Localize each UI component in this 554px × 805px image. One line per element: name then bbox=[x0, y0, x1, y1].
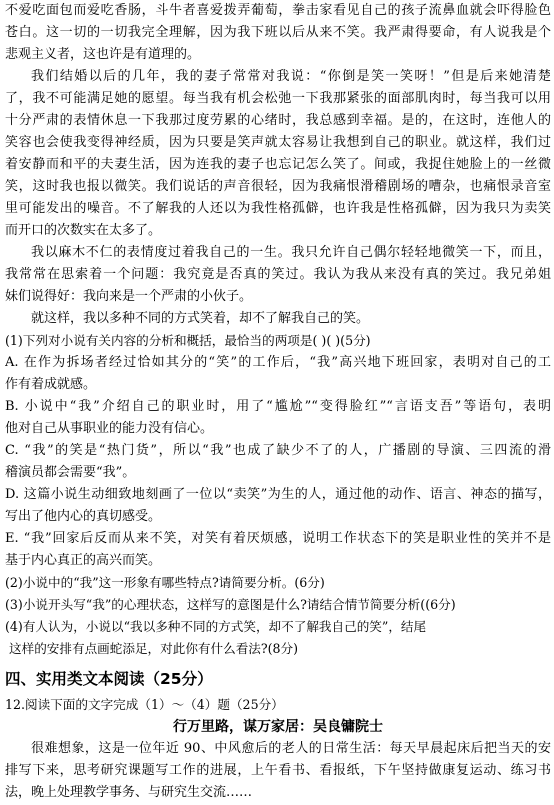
option-line: 稽演员都会需要“我”。 bbox=[5, 465, 136, 480]
article-title: 行万里路，谋万家居：吴良镛院士 bbox=[173, 719, 383, 735]
option-line: B. 小说中“我”介绍自己的职业时，用了“尴尬”“变得脸红”“言语支吾”等语句，表明 bbox=[5, 399, 551, 414]
option-line: D. 这篇小说生动细致地刻画了一位以“卖笑”为生的人，通过他的动作、语言、神态的描写， bbox=[5, 487, 551, 502]
option-line: E. “我”回家后反而从来不笑，对笑有着厌烦感，说明工作状态下的笑是职业性的笑并不是 bbox=[5, 531, 551, 546]
story-line: 悲观主义者，这也许是有道理的。 bbox=[5, 47, 201, 62]
story-line: 十分严肃的表情休息一下我那过度劳累的心绪时，我总感到幸福。是的，在这时，连他人的 bbox=[5, 113, 551, 128]
article-line: 法，晚上处理教学事务、与研究生交流…… bbox=[5, 785, 253, 800]
option-line: 写出了他内心的真切感受。 bbox=[5, 509, 162, 524]
story-line: 里可能发出的噪音。不了解我的人还以为我性格孤僻，也许我是性格孤僻，因为我只为卖笑 bbox=[5, 201, 551, 216]
story-line: 笑，这时我也报以微笑。我们说话的声音很轻，因为我痛恨滑稽剧场的嘈杂，也痛恨录音室 bbox=[5, 179, 551, 194]
option-line: 他对自己从事职业的能力没有信心。 bbox=[5, 421, 214, 436]
option-line: 作有着成就感。 bbox=[5, 377, 97, 392]
question-1-stem: (1)下列对小说有关内容的分析和概括，最恰当的两项是( )( )(5分) bbox=[5, 333, 371, 348]
story-line: 我以麻木不仁的表情度过着我自己的一生。我只允许自己偶尔轻轻地微笑一下，而且， bbox=[31, 245, 551, 260]
story-line: 我常常在思索着一个问题：我究竟是否真的笑过。我认为我从来没有真的笑过。我兄弟姐 bbox=[5, 267, 551, 282]
story-line: 笑容也会使我变得神经质，因为只要是笑声就太容易让我想到自己的职业。就这样，我们过 bbox=[5, 135, 551, 150]
question-2: (2)小说中的“我”这一形象有哪些特点?请简要分析。(6分) bbox=[5, 575, 325, 590]
story-line: 而开口的次数实在太多了。 bbox=[5, 223, 162, 238]
question-4-continued: 这样的安排有点画蛇添足，对此你有什么看法?(8分) bbox=[9, 641, 299, 656]
article-line: 排写下来，思考研究课题写工作的进展，上午看书、看报纸，下午坚持做康复运动、练习书 bbox=[5, 763, 551, 778]
story-line: 了，我不可能满足她的愿望。每当我有机会松弛一下我那紧张的面部肌肉时，每当我可以用 bbox=[5, 91, 551, 106]
story-line: 不爱吃面包而爱吃香肠，斗牛者喜爱拨弄葡萄，拳击家看见自己的孩子流鼻血就会吓得脸色 bbox=[5, 3, 551, 18]
story-line: 我们结婚以后的几年，我的妻子常常对我说：“你倒是笑一笑呀！”但是后来她清楚 bbox=[31, 69, 551, 84]
story-line: 苍白。这一切的一切我完全理解，因为我下班以后从来不笑。我严肃得要命，有人说我是个 bbox=[5, 25, 551, 40]
question-3: (3)小说开头写“我”的心理状态，这样写的意图是什么?请结合情节简要分析((6分) bbox=[5, 597, 456, 612]
story-line: 妹们说得好：我向来是一个严肃的小伙子。 bbox=[5, 289, 253, 304]
option-line: 基于内心真正的高兴而笑。 bbox=[5, 553, 162, 568]
story-line: 着安静而和平的夫妻生活，因为连我的妻子也忘记怎么笑了。间或，我捉住她脸上的一丝微 bbox=[5, 157, 551, 172]
option-line: A. 在作为拆场者经过恰如其分的“笑”的工作后，“我”高兴地下班回家，表明对自己的工 bbox=[5, 355, 551, 370]
question-12-stem: 12.阅读下面的文字完成（1）～（4）题（25分） bbox=[5, 697, 284, 712]
article-line: 很难想象，这是一位年近 90、中风愈后的老人的日常生活：每天早晨起床后把当天的安 bbox=[31, 741, 551, 756]
question-4: (4)有人认为，小说以“我以多种不同的方式笑，却不了解我自己的笑”，结尾 bbox=[5, 619, 427, 634]
section-heading: 四、实用类文本阅读（25分） bbox=[5, 670, 213, 688]
story-line: 就这样，我以多种不同的方式笑着，却不了解我自己的笑。 bbox=[31, 311, 370, 326]
option-line: C. “我”的笑是“热门货”，所以“我”也成了缺少不了的人，广播剧的导演、三四流的滑 bbox=[5, 443, 551, 458]
